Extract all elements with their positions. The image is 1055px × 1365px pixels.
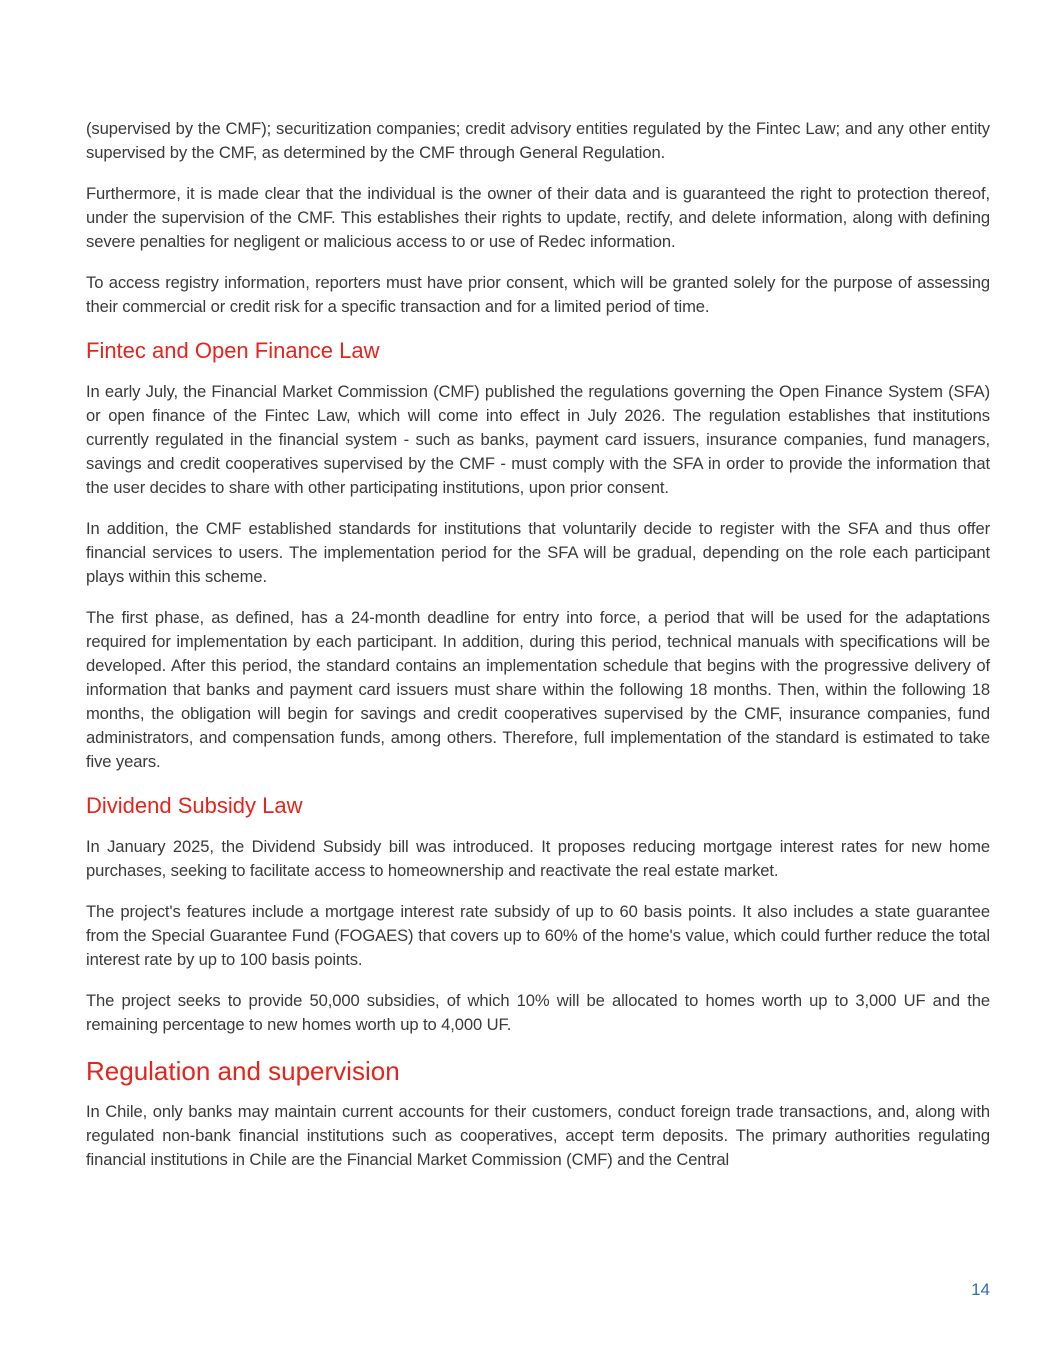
paragraph-fintec-2: In addition, the CMF established standards for institutions that voluntarily decide to register with the SFA and thus offer financial services to users. The implementation period for the SFA will be gradual, depending on the role each participant plays within this scheme. (86, 519, 990, 586)
paragraph-continued: (supervised by the CMF); securitization companies; credit advisory entities regulated by the Fintec Law; and any other entity supervised by the CMF, as determined by the CMF through General Regulation. (86, 119, 990, 162)
paragraph-fintec-3: The first phase, as defined, has a 24-month deadline for entry into force, a period that will be used for the adaptations required for implementation by each participant. In addition, during this period, technical manuals with specifications will be developed. After this period, the standard contains an implementation schedule that begins with the progressive delivery of information that banks and payment card issuers must share within the following 18 months. Then, within the following 18 months, the obligation will begin for savings and credit cooperatives supervised by the CMF, insurance companies, fund administrators, and compensation funds, among others. Therefore, full implementation of the standard is estimated to take five years. (86, 608, 990, 771)
paragraph-data-ownership: Furthermore, it is made clear that the individual is the owner of their data and is guaranteed the right to protection thereof, under the supervision of the CMF. This establishes their rights to update, rectify, and delete information, along with defining severe penalties for negligent or malicious access to or use of Redec information. (86, 184, 990, 251)
paragraph-dividend-2: The project's features include a mortgage interest rate subsidy of up to 60 basis points. It also includes a state guarantee from the Special Guarantee Fund (FOGAES) that covers up to 60% of the home's value, which could further reduce the total interest rate by up to 100 basis points. (86, 902, 990, 969)
paragraph-regulation-1: In Chile, only banks may maintain current accounts for their customers, conduct foreign trade transactions, and, along with regulated non-bank financial institutions such as cooperatives, accept term deposits. The primary authorities regulating financial institutions in Chile are the Financial Market Commission (CMF) and the Central (86, 1102, 990, 1169)
page-number: 14 (971, 1280, 990, 1299)
paragraph-registry-access: To access registry information, reporters must have prior consent, which will be granted solely for the purpose of assessing their commercial or credit risk for a specific transaction and for a limited period of time. (86, 273, 990, 316)
paragraph-dividend-1: In January 2025, the Dividend Subsidy bill was introduced. It proposes reducing mortgage interest rates for new home purchases, seeking to facilitate access to homeownership and reactivate the real estate market. (86, 837, 990, 880)
heading-fintec-open-finance: Fintec and Open Finance Law (86, 338, 380, 363)
paragraph-fintec-1: In early July, the Financial Market Commission (CMF) published the regulations governing the Open Finance System (SFA) or open finance of the Fintec Law, which will come into effect in July 2026. The regulation establishes that institutions currently regulated in the financial system - such as banks, payment card issuers, insurance companies, fund managers, savings and credit cooperatives supervised by the CMF - must comply with the SFA in order to provide the information that the user decides to share with other participating institutions, upon prior consent. (86, 382, 990, 497)
document-body (86, 117, 990, 1189)
heading-dividend-subsidy: Dividend Subsidy Law (86, 793, 303, 818)
heading-regulation-supervision: Regulation and supervision (86, 1056, 400, 1086)
paragraph-dividend-3: The project seeks to provide 50,000 subsidies, of which 10% will be allocated to homes worth up to 3,000 UF and the remaining percentage to new homes worth up to 4,000 UF. (86, 991, 990, 1034)
